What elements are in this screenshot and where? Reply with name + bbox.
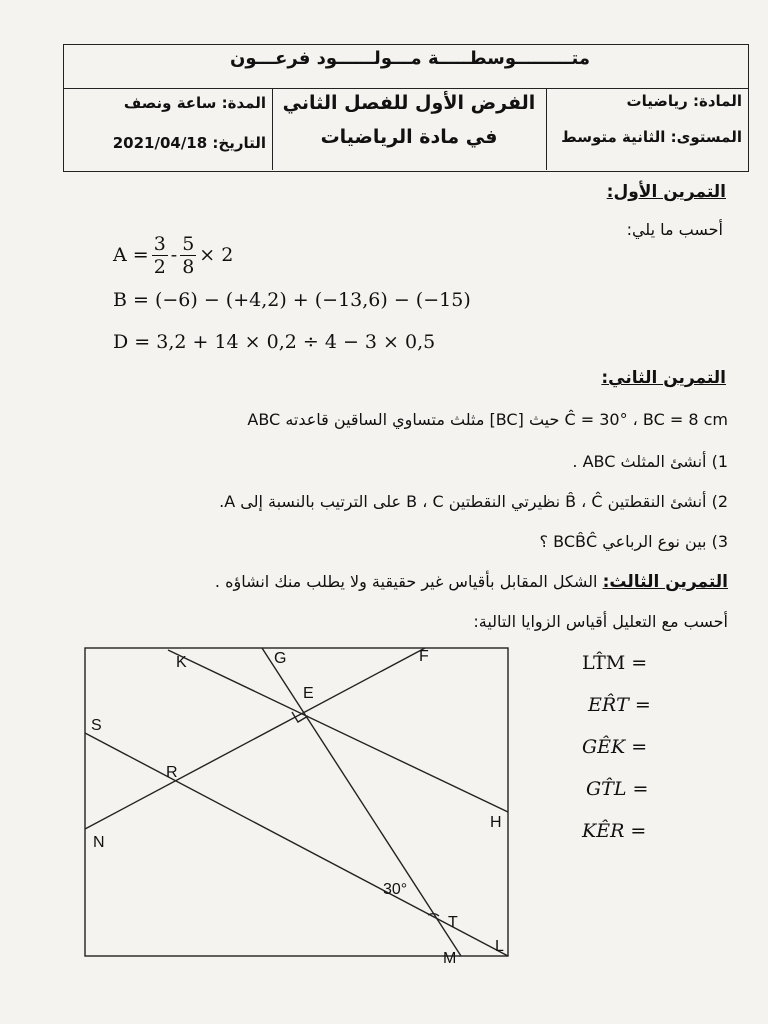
angle-LTM: LT̂M = [582, 652, 648, 674]
a-minus: - [170, 244, 178, 266]
label-S: S [91, 717, 102, 734]
label-R: R [166, 764, 178, 781]
ex1-expression-D: D = 3,2 + 14 × 0,2 ÷ 4 − 3 × 0,5 [113, 331, 436, 353]
label-N: N [93, 834, 105, 851]
angle-KER: KÊR = [582, 820, 647, 842]
exam-title-line2: في مادة الرياضيات [320, 126, 498, 148]
label-angle-30: 30° [383, 881, 408, 898]
line-SL [85, 733, 508, 956]
fraction-numerator: 5 [182, 232, 195, 255]
label-E: E [303, 685, 314, 702]
figure-frame [85, 648, 508, 956]
ex1-instruction: أحسب ما يلي: [626, 220, 723, 239]
angle-GTL: GT̂L = [586, 778, 649, 800]
label-G: G [274, 650, 287, 667]
ex2-statement: ABC مثلث متساوي الساقين قاعدته [BC] حيث Ĉ = 30° ، BC = 8 cm [247, 410, 728, 429]
line-NF [85, 648, 425, 829]
angle-GEK: GÊK = [582, 736, 648, 758]
ex1-title: التمرين الأول: [606, 182, 726, 202]
label-F: F [419, 648, 429, 665]
ex1-expression-B: B = (−6) − (+4,2) + (−13,6) − (−15) [113, 289, 471, 311]
angle-ERT: ER̂T = [588, 694, 651, 716]
ex3-note: الشكل المقابل بأقياس غير حقيقية ولا يطلب منك انشاؤه . [214, 572, 598, 591]
school-name: متـــــــــوسطـــــة مـــولــــــود فرعـــون [229, 48, 591, 69]
a-rest: × 2 [199, 244, 234, 266]
level-label: المستوى: الثانية متوسط [561, 128, 742, 146]
subject-label: المادة: رياضيات [626, 92, 742, 110]
line-GM [262, 648, 461, 956]
duration-label: المدة: ساعة ونصف [123, 94, 266, 112]
exam-title-line1: الفرض الأول للفصل الثاني [282, 92, 536, 114]
angle-arc-30 [428, 914, 439, 916]
fraction-denominator: 2 [153, 255, 166, 278]
label-L: L [495, 938, 504, 955]
ex2-question-2: 2) أنشئ النقطتين B̂ ، Ĉ نظيرتي النقطتين B ، C على الترتيب بالنسبة إلى A. [219, 492, 728, 511]
ex2-question-1: 1) أنشئ المثلث ABC . [572, 452, 728, 471]
ex3-title: التمرين الثالث: [602, 572, 728, 592]
label-K: K [176, 654, 187, 671]
label-T: T [448, 914, 458, 931]
line-KH [168, 650, 508, 812]
date-label: التاريخ: 2021/04/18 [112, 134, 266, 152]
a-lhs: A = [113, 244, 149, 266]
label-H: H [490, 814, 502, 831]
label-M: M [443, 950, 457, 967]
ex2-question-3: 3) بين نوع الرباعي BCB̂Ĉ ؟ [539, 532, 728, 551]
fraction-numerator: 3 [153, 232, 166, 255]
fraction-denominator: 8 [182, 255, 195, 278]
ex3-instruction: أحسب مع التعليل أقياس الزوايا التالية: [473, 612, 728, 631]
ex2-title: التمرين الثاني: [601, 368, 726, 388]
